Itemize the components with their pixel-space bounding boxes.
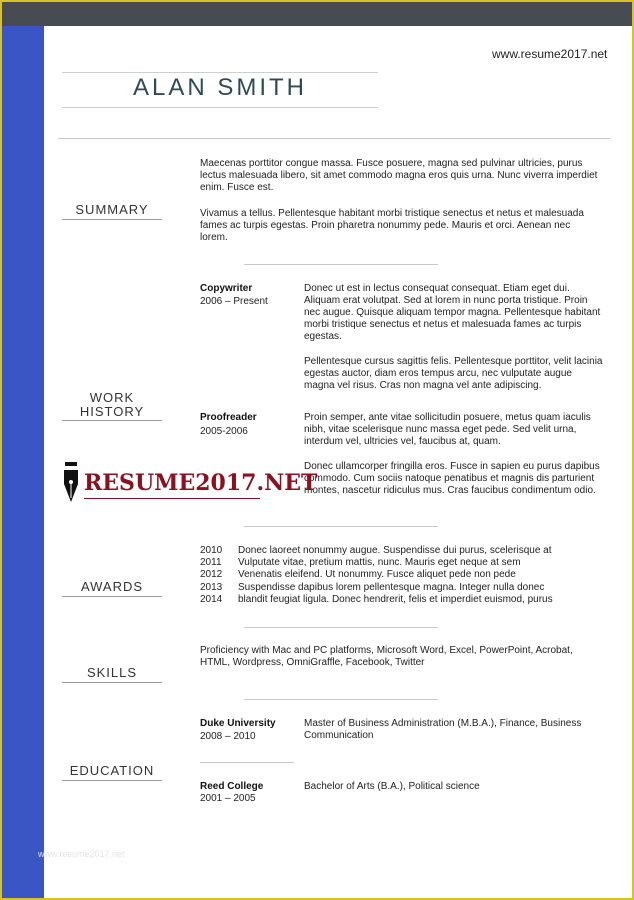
degree: Bachelor of Arts (B.A.), Political science — [304, 781, 480, 792]
work-history-heading-line-1: WORK — [89, 390, 135, 405]
education-divider — [200, 762, 294, 763]
awards-divider — [244, 627, 438, 628]
left-accent-bar — [2, 26, 44, 898]
skills-text: Proficiency with Mac and PC platforms, Microsoft Word, Excel, PowerPoint, Acrobat, HTML, Wordpress, OmniGraffle, Facebook, Twitter — [200, 645, 573, 668]
logo-text: RESUME2017.NET — [84, 470, 318, 496]
work-history-underline — [62, 420, 162, 421]
awards-heading: AWARDS — [80, 579, 144, 594]
award-year: 2010 — [200, 545, 223, 556]
award-row — [200, 594, 553, 605]
education-heading: EDUCATION — [69, 763, 155, 778]
fountain-pen-icon — [62, 462, 80, 506]
candidate-name: ALAN SMITH — [132, 74, 308, 101]
award-row — [200, 545, 552, 556]
award-row — [200, 557, 521, 568]
skills-divider — [244, 699, 438, 700]
job-dates: 2005-2006 — [200, 426, 248, 437]
job-dates: 2006 – Present — [200, 296, 268, 307]
name-bottom-rule — [62, 107, 378, 108]
award-year: 2011 — [200, 557, 222, 568]
award-text: Venenatis eleifend. Ut nonummy. Fusce aliquet pede non pede — [238, 569, 516, 580]
award-row — [200, 582, 544, 593]
work-divider — [244, 526, 438, 527]
award-year: 2014 — [200, 594, 223, 605]
skills-underline — [62, 682, 162, 683]
watermark: www.resume2017.net — [38, 849, 125, 859]
header-divider — [58, 138, 610, 139]
education-underline — [62, 780, 162, 781]
top-bar — [2, 2, 632, 26]
award-year: 2012 — [200, 569, 223, 580]
job-title: Copywriter — [200, 283, 253, 294]
name-top-rule — [62, 72, 378, 73]
school-dates: 2008 – 2010 — [200, 731, 256, 742]
award-text: Suspendisse dapibus lorem pellentesque magna. Integer nulla donec — [238, 582, 545, 593]
job-description: Donec ut est in lectus consequat consequat. Etiam eget dui. Aliquam erat volutpat. Sed at lorem in nunc porta tristique. Proin nec augue. Quisque aliquam tempor magna. Pellentesque habitant morbi tristique senectus et netus et malesuada fames ac turpis egestas. — [304, 283, 601, 342]
award-row — [200, 569, 516, 580]
site-url: www.resume2017.net — [492, 47, 608, 61]
school-name: Reed College — [200, 781, 264, 792]
summary-paragraph-1: Maecenas porttitor congue massa. Fusce posuere, magna sed pulvinar ultricies, purus lectus malesuada libero, sit amet commodo magna eros quis urna. Nunc viverra imperdiet enim. Fusce est. — [200, 158, 598, 193]
summary-heading: SUMMARY — [75, 202, 149, 217]
summary-underline — [62, 219, 162, 220]
awards-underline — [62, 596, 162, 597]
skills-heading: SKILLS — [86, 665, 138, 680]
job-title: Proofreader — [200, 412, 257, 423]
award-year: 2013 — [200, 582, 223, 593]
summary-divider — [244, 264, 438, 265]
work-history-heading-line-2: HISTORY — [79, 404, 145, 419]
job-description: Pellentesque cursus sagittis felis. Pellentesque porttitor, velit lacinia egestas auctor, diam eros tempus arcu, nec vulputate augue magna vel risus. Cras non magna vel ante adipiscing. — [304, 356, 603, 391]
award-text: blandit feugiat ligula. Donec hendrerit, felis et imperdiet euismod, purus — [238, 594, 553, 605]
school-name: Duke University — [200, 718, 276, 729]
job-description: Donec ullamcorper fringilla eros. Fusce in sapien eu purus dapibus commodo. Cum sociis natoque penatibus et magnis dis parturient montes, nascetur ridiculus mus. Cras faucibus condimentum odio. — [304, 461, 600, 496]
award-text: Donec laoreet nonummy augue. Suspendisse dui purus, scelerisque at — [238, 545, 552, 556]
award-text: Vulputate vitae, pretium mattis, nunc. Mauris eget neque at sem — [238, 557, 521, 568]
degree: Master of Business Administration (M.B.A.), Finance, Business Communication — [304, 718, 582, 741]
resume2017-logo — [62, 460, 318, 506]
logo-underline — [84, 498, 260, 499]
school-dates: 2001 – 2005 — [200, 793, 256, 804]
job-description: Proin semper, ante vitae sollicitudin posuere, metus quam iaculis nibh, vitae scelerisque nunc massa eget pede. Sed velit urna, interdum vel, ultricies vel, faucibus at, quam. — [304, 412, 591, 447]
summary-paragraph-2: Vivamus a tellus. Pellentesque habitant morbi tristique senectus et netus et malesuada fames ac turpis egestas. Proin pharetra nonummy pede. Mauris et orci. Aenean nec lorem. — [200, 208, 584, 243]
